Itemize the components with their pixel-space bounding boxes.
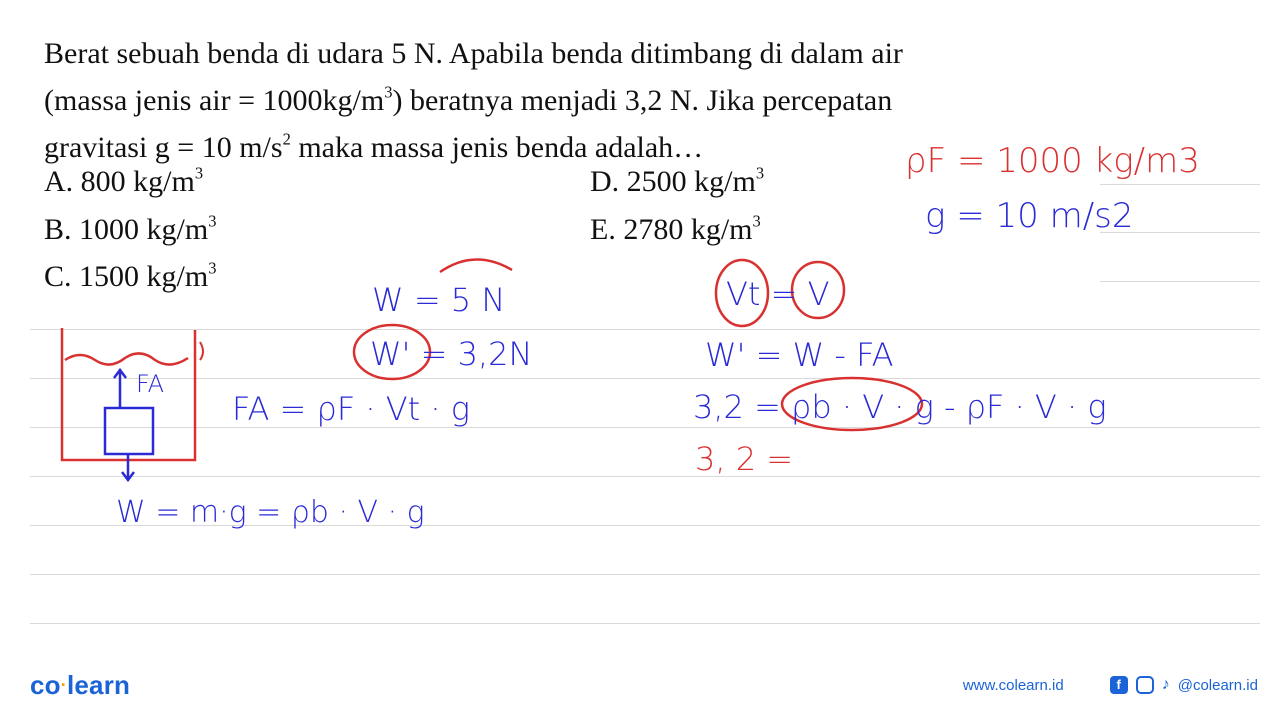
substitution-line: 3,2 = ρb · V · g - ρF · V · g xyxy=(693,388,1107,426)
instagram-icon[interactable] xyxy=(1136,676,1154,694)
question-line-1: Berat sebuah benda di udara 5 N. Apabila benda ditimbang di dalam air xyxy=(44,37,903,70)
option-d: D. 2500 $kg/m^3$ xyxy=(590,163,765,198)
container-diagram xyxy=(62,328,195,460)
option-c: C. 1500 $kg/m^3$ xyxy=(44,258,217,293)
container-edge xyxy=(200,342,203,360)
question-line-2: (massa jenis air = $1000kg/m^3$) beratnya menjadi 3,2 N. Jika percepatan xyxy=(44,82,893,117)
highlight-arc xyxy=(440,259,512,272)
question-line-3: gravitasi g = 10 $m/s^2$ maka massa jenis benda adalah… xyxy=(44,129,704,164)
rho-f-given: ρF = 1000 kg/m3 xyxy=(905,141,1200,181)
buoyancy-formula: FA = ρF · Vt · g xyxy=(232,390,470,428)
social-handle[interactable]: @colearn.id xyxy=(1177,676,1258,694)
red-working-line: 3, 2 = xyxy=(695,440,794,478)
website-link[interactable]: www.colearn.id xyxy=(962,676,1064,694)
vt-equals-v: Vt = V xyxy=(726,275,830,313)
option-b: B. 1000 $kg/m^3$ xyxy=(44,211,217,246)
g-given: g = 10 m/s2 xyxy=(925,196,1134,236)
footer-links xyxy=(963,676,1258,694)
option-a: A. 800 $kg/m^3$ xyxy=(44,163,204,198)
w-equation: W = 5 N xyxy=(372,281,506,319)
weight-arrow xyxy=(122,454,134,480)
tiktok-icon[interactable]: ♪ xyxy=(1161,676,1170,693)
fa-label: FA xyxy=(136,370,165,398)
facebook-icon[interactable]: f xyxy=(1110,676,1128,694)
w-prime-formula: W' = W - FA xyxy=(705,336,894,374)
colearn-logo: co·learn xyxy=(30,670,131,700)
w-prime-equation: W' = 3,2N xyxy=(370,335,533,373)
weight-formula: W = m·g = ρb · V · g xyxy=(116,495,425,530)
option-e: E. 2780 $kg/m^3$ xyxy=(590,211,761,246)
buoyancy-arrow xyxy=(114,370,126,408)
water-surface xyxy=(65,353,188,364)
submerged-object xyxy=(105,408,153,454)
